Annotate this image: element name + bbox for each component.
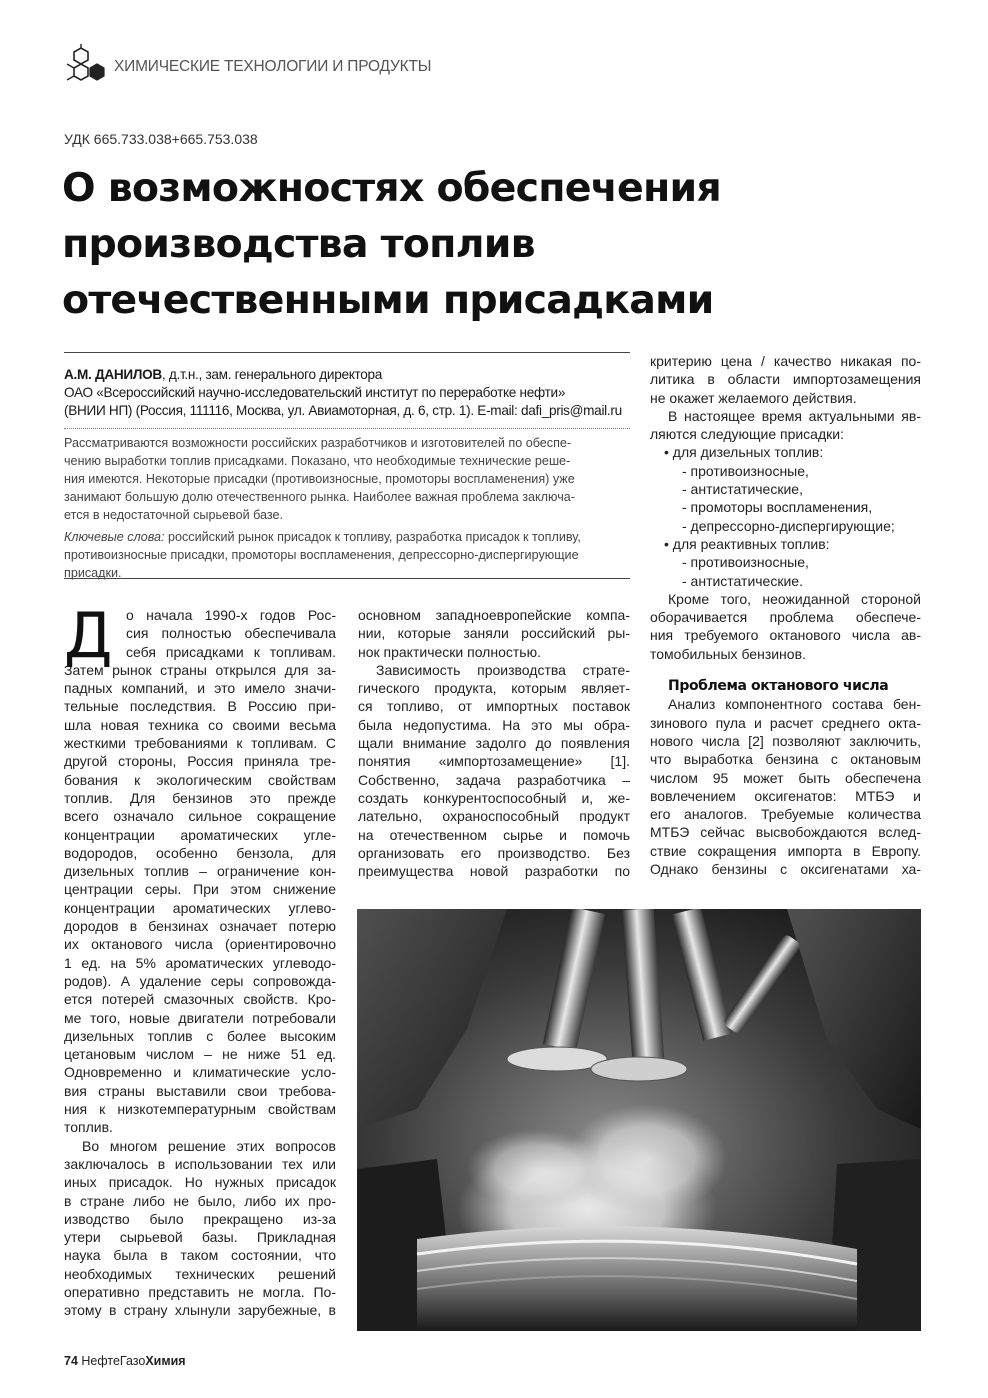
author-name: А.М. ДАНИЛОВ [64,367,162,382]
list-item: - промоторы воспламенения, [682,499,873,516]
engine-illustration [357,909,921,1331]
text-line: Кроме того, неожиданной стороной [668,590,921,607]
keywords-text: российский рынок присадок к топливу, разработка присадок к топливу, [164,530,581,544]
text-line: ется потерей смазочных свойств. Кро- [64,991,336,1008]
list-item: - противоизносные, [682,554,809,571]
text-line: гического продукта, которым являет- [358,680,630,697]
text-line: В настоящее время актуальными яв- [668,407,921,424]
text-line: дизельных топлив с более высоким [64,1027,336,1044]
text-line: этому в страну хлынули зарубежные, в [64,1302,336,1319]
text-line: центрации серы. При этом снижение [64,881,336,898]
page-number: 74 [64,1354,78,1368]
text-line: оборачивается проблема обеспече- [650,609,921,626]
text-line: бования к экологическим свойствам [64,771,336,788]
keywords [64,528,630,546]
text-line: в стране либо не было, либо их про- [64,1192,336,1209]
section-header [62,44,562,92]
list-item: - противоизносные, [682,462,809,479]
abstract-line: Рассматриваются возможности российских разработчиков и изготовителей по обеспе- [64,436,572,450]
article-title [62,160,862,328]
text-line: топлив. Для бензинов это прежде [64,789,336,806]
text-line: Анализ компонентного состава бен- [668,696,921,713]
text-line: что выработка бензина с октановым [650,751,921,768]
text-line: была недопустима. На это мы обра- [358,716,630,733]
text-line: основном западноевропейские компа- [358,607,630,623]
author-affiliation: ОАО «Всероссийский научно-исследовательский институт по переработке нефти» [64,385,566,400]
text-line: родов). А удаление серы сопровожда- [64,972,336,989]
text-line: Собственно, задача разработчика – [358,771,630,788]
text-line: дородов в бензинах означает потерю [64,918,336,935]
text-line: вия страны выставили свои требова- [64,1082,336,1099]
text-line: ния требуемого октанового числа ав- [650,627,921,644]
list-item: - депрессорно-диспергирующие; [682,517,895,534]
text-line: тельные последствия. В Россию при- [64,698,336,715]
section-title: ХИМИЧЕСКИЕ ТЕХНОЛОГИИ И ПРОДУКТЫ [114,58,432,75]
abstract-line: ется в недостаточной сырьевой базе. [64,508,284,522]
text-line: ствие сокращения импорта в Европу. [650,842,921,859]
text-line: не окажет желаемого действия. [650,389,857,406]
engine-cutaway-image [357,909,921,1331]
text-line: числом 95 может быть обеспечена [650,769,921,786]
text-line: заключалось в использовании тех или [64,1155,336,1172]
text-line: жесткими требованиями к топливам. С [64,735,336,752]
text-line: создать конкурентоспособный и, же- [358,789,630,806]
author-block [64,366,630,420]
list-item: - антистатические. [682,572,803,589]
text-line: утери сырьевой базы. Прикладная [64,1229,336,1246]
text-line: наука была в таком состоянии, что [64,1247,336,1264]
text-line: нового числа [2] позволяют заключить, [650,732,921,749]
abstract-line: ния имеются. Некоторые присадки (противоизносные, промоторы воспламенения) уже [64,472,575,486]
text-line: МТБЭ сейчас высвобождаются вслед- [650,824,921,841]
abstract-line: чению выработки топлив присадками. Показано, что необходимые технические реше- [64,454,571,468]
text-line: Затем рынок страны открылся для за- [64,661,336,678]
text-line: Зависимость производства страте- [376,661,630,678]
text-line: всего означало сильное сокращение [64,808,336,825]
text-line: водородов, особенно бензола, для [64,844,336,861]
subheading: Проблема октанового числа [668,678,889,695]
text-line: дизельных топлив – ограничение кон- [64,863,336,880]
text-line: концентрации ароматических угле- [64,826,336,843]
text-line: критерию цена / качество никакая по- [650,353,921,369]
text-line: понятия «импортозамещение» [1]. [358,753,630,770]
text-line: изводство было прекращено из-за [64,1210,336,1227]
text-line: цетановым числом – не ниже 51 ед. [64,1046,336,1063]
text-line: преимущества новой разработки по [358,863,630,880]
list-item: - антистатические, [682,481,803,498]
text-line: ся топливо, от импортных поставок [358,698,630,715]
text-line: Одновременно и климатические усло- [64,1064,336,1081]
text-line: вовлечением оксигенатов: МТБЭ и [650,787,921,804]
text-line: другой стороны, Россия приняла тре- [64,753,336,770]
text-line: падных компаний, и это имело значи- [64,680,336,697]
text-line: на отечественном сырье и помочь [358,826,630,843]
text-line: ляются следующие присадки: [650,426,844,443]
text-line: щали внимание задолго до появления [358,735,630,752]
udc-code: УДК 665.733.038+665.753.038 [64,131,258,147]
text-line: необходимых технических решений [64,1265,336,1282]
author-address: (ВНИИ НП) (Россия, 111116, Москва, ул. Авиамоторная, д. 6, стр. 1). E-mail: dafi_pris@mail.ru [64,403,622,418]
page-footer [64,1354,186,1368]
text-line: их октанового числа (ориентировочно [64,936,336,953]
text-line: Во многом решение этих вопросов [82,1137,336,1154]
text-line: концентрации ароматических углево- [64,899,336,916]
text-line: нии, которые заняли российский ры- [358,625,630,642]
molecule-icon [62,44,108,84]
divider [64,578,630,579]
list-item: • для реактивных топлив: [664,535,830,552]
divider [64,352,630,353]
title-line: отечественными присадками [62,277,714,323]
abstract [64,434,630,582]
text-line: шла новая техника со своими весьма [64,716,336,733]
keywords-label: Ключевые слова: [64,530,165,544]
abstract-line: занимают большую долю отечественного рынка. Наиболее важная проблема заключа- [64,490,575,504]
body-column-1 [64,599,336,1320]
text-line: организовать его производство. Без [358,844,630,861]
text-line: литика в области импортозамещения [650,371,921,388]
keywords-line: присадки. [64,566,122,580]
body-column-3 [650,352,921,878]
author-position: , д.т.н., зам. генерального директора [161,367,383,382]
text-line: 1 ед. на 5% ароматических углеводо- [64,954,336,971]
title-line: О возможностях обеспечения [62,165,721,211]
text-line: нок практически полностью. [358,643,541,660]
text-line: себя присадками к топливам. [126,643,336,660]
body-column-2 [358,606,630,880]
text-line: томобильных бензинов. [650,645,806,662]
dropcap: Д [64,599,113,672]
list-item: • для дизельных топлив: [664,444,824,461]
text-line: оперативно представить не могла. По- [64,1283,336,1300]
text-line: Однако бензины с оксигенатами ха- [650,861,921,878]
text-line: сия полностью обеспечивала [126,625,336,642]
keywords-line: противоизносные присадки, промоторы воспламенения, депрессорно-диспергирующие [64,548,579,562]
text-line: лательно, охраноспособный продукт [358,808,630,825]
text-line: топлив. [64,1119,113,1136]
text-line: зинового пула и расчет среднего окта- [650,714,921,731]
title-line: производства топлив [62,221,535,267]
text-line: ме того, новые двигатели потребовали [64,1009,336,1026]
text-line: о начала 1990-х годов Рос- [126,607,336,623]
text-line: ния к низкотемпературным свойствам [64,1101,336,1118]
magazine-name: НефтеГазоХимия [81,1354,186,1368]
divider [64,428,630,429]
text-line: иных присадок. Но нужных присадок [64,1174,336,1191]
text-line: его аналогов. Требуемые количества [650,806,921,823]
